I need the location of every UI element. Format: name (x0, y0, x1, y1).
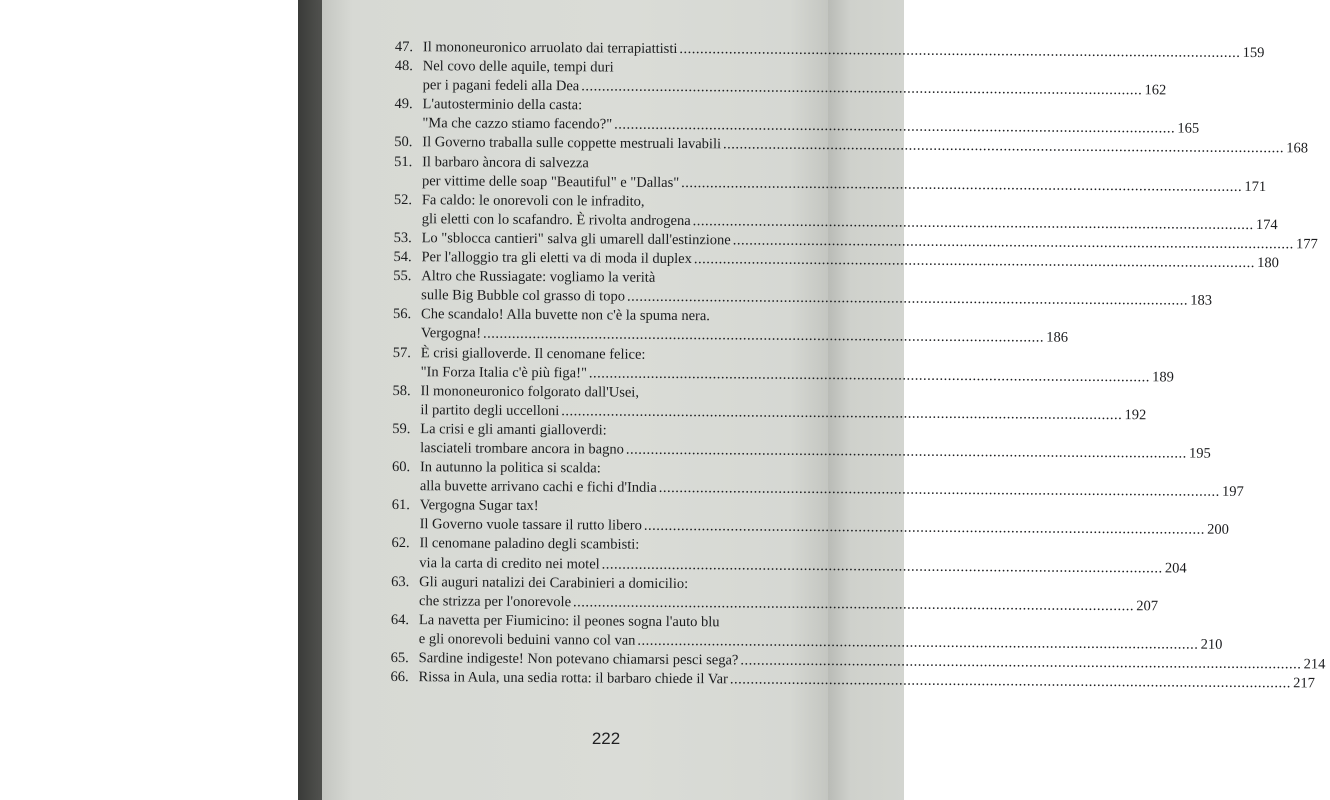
toc-entry (390, 611, 1223, 653)
entry-page-number: 177 (1295, 236, 1318, 253)
entry-title-line: La navetta per Fiumicino: il peones sogna l'auto blu (418, 611, 720, 631)
entry-page-number: 189 (1152, 368, 1174, 386)
entry-number: 55. (393, 268, 412, 285)
toc-entry (391, 458, 1244, 501)
page-number: 222 (591, 729, 621, 748)
toc-entry (394, 153, 1267, 195)
entry-title-line: In autunno la politica si scalda: (419, 459, 601, 477)
entry-page-number: 200 (1207, 522, 1229, 539)
entry-title-line: Il mononeuronico folgorato dall'Usei, (420, 382, 640, 401)
entry-title-line: Rissa in Aula, una sedia rotta: il barbaro chiede il Var (418, 669, 728, 688)
entry-title-line: La crisi e gli amanti gialloverdi: (420, 421, 607, 439)
toc-entry (391, 573, 1159, 615)
dot-leader (730, 670, 1291, 693)
entry-page-number: 165 (1177, 120, 1200, 137)
entry-title-line: Nel covo delle aquile, tempi duri (422, 58, 614, 76)
entry-title-line: lasciateli trombare ancora in bagno (420, 440, 624, 458)
entry-page-number: 197 (1221, 483, 1244, 501)
entry-title-line: il partito degli uccelloni (420, 401, 560, 419)
entry-title-line: Lo "sblocca cantieri" salva gli umarell dall'estinzione (421, 230, 731, 249)
entry-page-number: 210 (1200, 636, 1223, 653)
entry-number: 49. (394, 96, 413, 113)
entry-page-number: 204 (1164, 559, 1187, 577)
entry-number: 64. (390, 611, 410, 628)
toc-entry (391, 496, 1229, 539)
toc-entry (392, 343, 1174, 386)
entry-number: 66. (390, 669, 409, 686)
entry-page-number: 180 (1257, 255, 1279, 272)
entry-number: 52. (393, 191, 413, 208)
entry-page-number: 168 (1286, 140, 1309, 157)
entry-title-line: per i pagani fedeli alla Dea (422, 77, 580, 95)
entry-page-number: 186 (1046, 329, 1069, 347)
entry-title-line: via la carta di credito nei motel (419, 554, 600, 572)
toc-entry (393, 191, 1278, 234)
entry-number: 54. (393, 249, 412, 266)
entry-page-number: 171 (1244, 178, 1267, 195)
toc-entry (390, 668, 1315, 692)
entry-page-number: 207 (1136, 597, 1159, 615)
toc-entry (394, 57, 1167, 99)
entry-title-line: Vergogna! (420, 325, 482, 343)
entry-page-number: 195 (1189, 445, 1211, 462)
entry-title-line: "Ma che cazzo stiamo facendo?" (422, 115, 613, 133)
entry-number: 56. (393, 306, 412, 323)
entry-title-line: Fa caldo: le onorevoli con le infradito, (421, 191, 645, 210)
entry-title-line: Gli auguri natalizi dei Carabinieri a domicilio: (419, 573, 689, 592)
entry-title-line: L'autosterminio della casta: (422, 96, 583, 114)
entry-number: 50. (394, 134, 413, 151)
entry-number: 48. (394, 58, 413, 75)
entry-number: 51. (394, 153, 413, 170)
entry-number: 59. (392, 420, 411, 437)
entry-page-number: 162 (1144, 82, 1167, 99)
entry-number: 65. (390, 649, 409, 667)
entry-page-number: 214 (1303, 656, 1326, 673)
entry-number: 47. (394, 38, 414, 56)
entry-page-number: 183 (1190, 292, 1213, 309)
entry-title-line: alla buvette arrivano cachi e fichi d'India (419, 478, 657, 496)
entry-number: 61. (391, 497, 410, 514)
entry-title-line: che strizza per l'onorevole (419, 592, 572, 610)
entry-number: 62. (391, 535, 410, 552)
toc-entry (393, 305, 1069, 347)
toc-entry (391, 534, 1187, 577)
entry-title-line: Il Governo traballa sulle coppette mestruali lavabili (422, 134, 722, 153)
entry-title-line: per vittime delle soap "Beautiful" e "Dallas" (421, 172, 680, 191)
entry-title-line: Altro che Russiagate: vogliamo la verità (421, 268, 656, 286)
toc-entry (392, 420, 1211, 462)
entry-number: 60. (391, 459, 411, 476)
entry-number: 63. (391, 573, 410, 590)
photo-background-left (0, 0, 298, 800)
entry-title-line: Vergogna Sugar tax! (419, 497, 539, 515)
entry-number: 53. (393, 229, 412, 247)
entry-number: 57. (392, 344, 411, 361)
entry-page-number: 174 (1255, 216, 1278, 234)
entry-page-number: 217 (1293, 675, 1315, 692)
entry-page-number: 159 (1242, 44, 1265, 62)
entry-title-line: Il cenomane paladino degli scambisti: (419, 535, 640, 554)
entry-number: 58. (392, 382, 411, 399)
entry-title-line: Sardine indigeste! Non potevano chiamarsi pesci sega? (418, 650, 739, 669)
entry-title-line: sulle Big Bubble col grasso di topo (421, 287, 626, 305)
entry-title-line: e gli onorevoli beduini vanno col van (418, 631, 636, 649)
toc-entry (392, 382, 1147, 424)
entry-title-line: Che scandalo! Alla buvette non c'è la spuma nera. (421, 306, 711, 325)
entry-title-line: Il Governo vuole tassare il rutto libero (419, 516, 642, 535)
entry-title-line: "In Forza Italia c'è più figa!" (420, 363, 587, 381)
entry-title-line: Il mononeuronico arruolato dai terrapiattisti (422, 39, 678, 57)
entry-title-line: Per l'alloggio tra gli eletti va di moda il duplex (421, 249, 692, 268)
table-of-contents (390, 38, 1326, 692)
entry-title-line: Il barbaro àncora di salvezza (422, 153, 589, 171)
toc-entry (394, 95, 1200, 137)
entry-page-number: 192 (1124, 406, 1147, 424)
toc-entry (393, 267, 1213, 309)
entry-title-line: È crisi gialloverde. Il cenomane felice: (420, 344, 646, 363)
entry-title-line: gli eletti con lo scafandro. È rivolta androgena (421, 211, 691, 229)
